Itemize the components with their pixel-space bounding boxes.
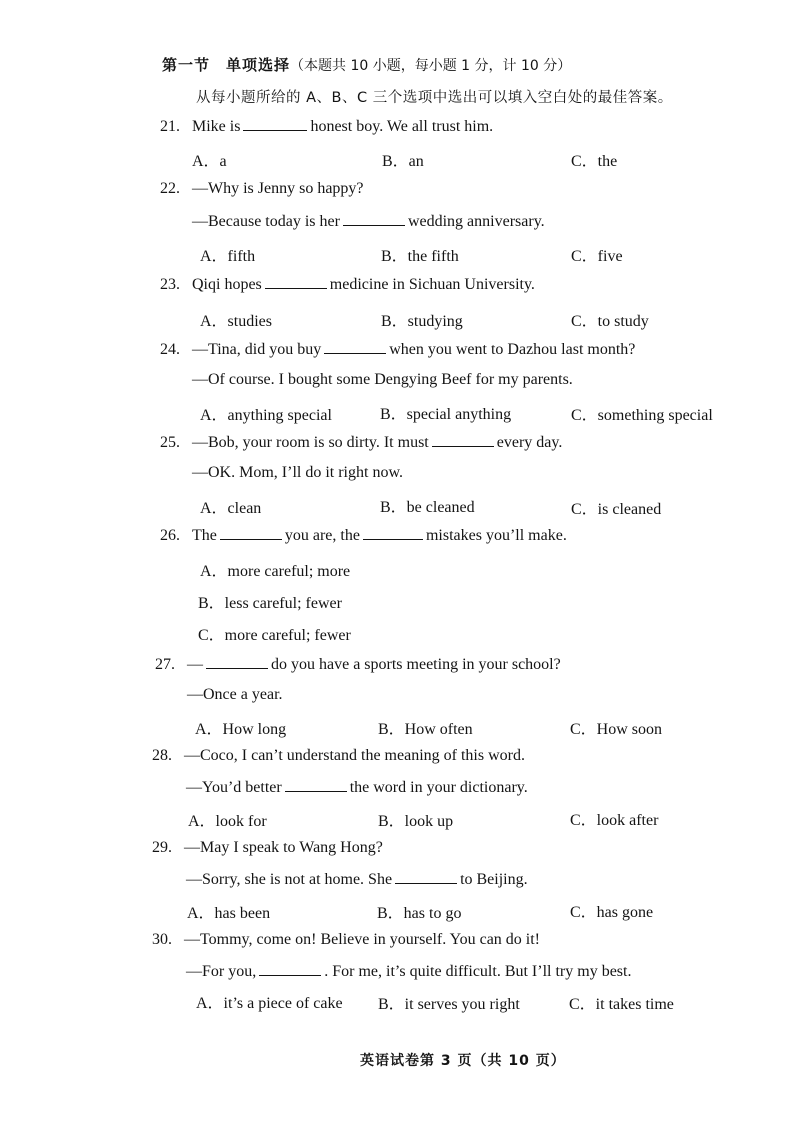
question-30-stem (152, 931, 540, 949)
question-24-stem-line2 (192, 371, 573, 389)
question-number: 25. (160, 434, 180, 451)
question-21-option-b: B．an (382, 153, 424, 170)
question-28-option-c: C．look after (570, 812, 659, 829)
answer-blank (363, 526, 423, 540)
question-number: 24. (160, 341, 180, 358)
stem-text: honest boy. We all trust him. (310, 118, 494, 135)
answer-blank (259, 962, 321, 976)
question-22-stem-line2 (192, 212, 545, 231)
question-29-option-b: B．has to go (377, 905, 462, 922)
answer-blank (343, 212, 405, 226)
question-30-option-c: C．it takes time (569, 996, 674, 1013)
question-number: 23. (160, 276, 180, 293)
section-note: （本题共 10 小题，每小题 1 分，计 10 分） (290, 58, 572, 74)
stem-text: you are, the (284, 527, 360, 544)
question-28-option-b: B．look up (378, 813, 454, 830)
page-footer: 英语试卷第 3 页（共 10 页） (360, 1053, 566, 1069)
question-27-option-c: C．How soon (570, 721, 663, 738)
section-title (162, 54, 571, 75)
stem-text: mistakes you’ll make. (425, 527, 567, 544)
stem-text: —Coco, I can’t understand the meaning of this word. (184, 747, 525, 764)
question-number: 28. (152, 747, 172, 764)
question-28-stem (152, 747, 525, 765)
question-number: 21. (160, 118, 180, 135)
question-22-option-a: A．fifth (200, 248, 256, 265)
stem-text: —OK. Mom, I’ll do it right now. (192, 464, 403, 481)
question-23-option-c: C．to study (571, 313, 649, 330)
question-25-option-c: C．is cleaned (571, 501, 662, 518)
question-number: 29. (152, 839, 172, 856)
answer-blank (324, 340, 386, 354)
question-27-stem-line2 (187, 686, 283, 704)
stem-text: —Of course. I bought some Dengying Beef for my parents. (192, 371, 573, 388)
question-25-stem (160, 433, 562, 452)
question-25-option-a: A．clean (200, 500, 262, 517)
question-24-option-b: B．special anything (380, 406, 512, 423)
question-27-option-a: A．How long (195, 721, 287, 738)
stem-text: —Sorry, she is not at home. She (186, 871, 393, 888)
answer-blank (285, 778, 347, 792)
stem-text: Qiqi hopes (192, 276, 262, 293)
question-29-option-c: C．has gone (570, 904, 654, 921)
question-26-option-b: B．less careful; fewer (198, 595, 342, 612)
question-24-option-c: C．something special (571, 407, 713, 424)
question-23-option-b: B．studying (381, 313, 463, 330)
question-number: 30. (152, 931, 172, 948)
stem-text: The (192, 527, 217, 544)
stem-text: . For me, it’s quite difficult. But I’ll try my best. (324, 963, 632, 980)
question-28-option-a: A．look for (188, 813, 267, 830)
question-number: 26. (160, 527, 180, 544)
answer-blank (395, 870, 457, 884)
question-25-option-b: B．be cleaned (380, 499, 475, 516)
question-28-stem-line2 (186, 778, 528, 797)
question-number: 27. (155, 656, 175, 673)
stem-text: —You’d better (186, 779, 282, 796)
stem-text: Mike is (192, 118, 241, 135)
question-26-option-a: A．more careful; more (200, 563, 351, 580)
stem-text: the word in your dictionary. (349, 779, 528, 796)
answer-blank (243, 117, 307, 131)
stem-text: —Tommy, come on! Believe in yourself. You can do it! (184, 931, 541, 948)
question-22-option-b: B．the fifth (381, 248, 459, 265)
stem-text: wedding anniversary. (407, 213, 545, 230)
stem-text: —Bob, your room is so dirty. It must (192, 434, 429, 451)
stem-text: —Because today is her (192, 213, 340, 230)
stem-text: to Beijing. (460, 871, 528, 888)
stem-text: — (187, 656, 203, 673)
answer-blank (432, 433, 494, 447)
question-29-option-a: A．has been (187, 905, 271, 922)
stem-text: —Why is Jenny so happy? (192, 180, 364, 197)
answer-blank (265, 275, 327, 289)
question-21-option-a: A．a (192, 153, 227, 170)
stem-text: —For you, (186, 963, 257, 980)
stem-text: medicine in Sichuan University. (329, 276, 535, 293)
question-30-option-b: B．it serves you right (378, 996, 520, 1013)
question-24-option-a: A．anything special (200, 407, 332, 424)
stem-text: when you went to Dazhou last month? (389, 341, 636, 358)
answer-blank (220, 526, 282, 540)
question-23-option-a: A．studies (200, 313, 273, 330)
stem-text: —Tina, did you buy (192, 341, 322, 358)
question-24-stem (160, 340, 635, 359)
question-29-stem-line2 (186, 870, 528, 889)
stem-text: do you have a sports meeting in your school? (271, 656, 561, 673)
question-22-option-c: C．five (571, 248, 623, 265)
stem-text: —May I speak to Wang Hong? (184, 839, 383, 856)
question-26-stem (160, 526, 567, 545)
question-21-option-c: C．the (571, 153, 618, 170)
question-21-stem (160, 117, 493, 136)
question-23-stem (160, 275, 535, 294)
stem-text: every day. (496, 434, 563, 451)
question-number: 22. (160, 180, 180, 197)
question-25-stem-line2 (192, 464, 403, 482)
question-27-stem (155, 655, 561, 674)
question-29-stem (152, 839, 383, 857)
question-30-stem-line2 (186, 962, 631, 981)
question-30-option-a: A．it’s a piece of cake (196, 995, 343, 1012)
stem-text: —Once a year. (187, 686, 283, 703)
section-heading: 第一节 单项选择 (162, 56, 291, 74)
section-instruction: 从每小题所给的 A、B、C 三个选项中选出可以填入空白处的最佳答案。 (196, 90, 673, 106)
answer-blank (206, 655, 268, 669)
question-26-option-c: C．more careful; fewer (198, 627, 351, 644)
question-27-option-b: B．How often (378, 721, 473, 738)
question-22-stem (160, 180, 364, 198)
